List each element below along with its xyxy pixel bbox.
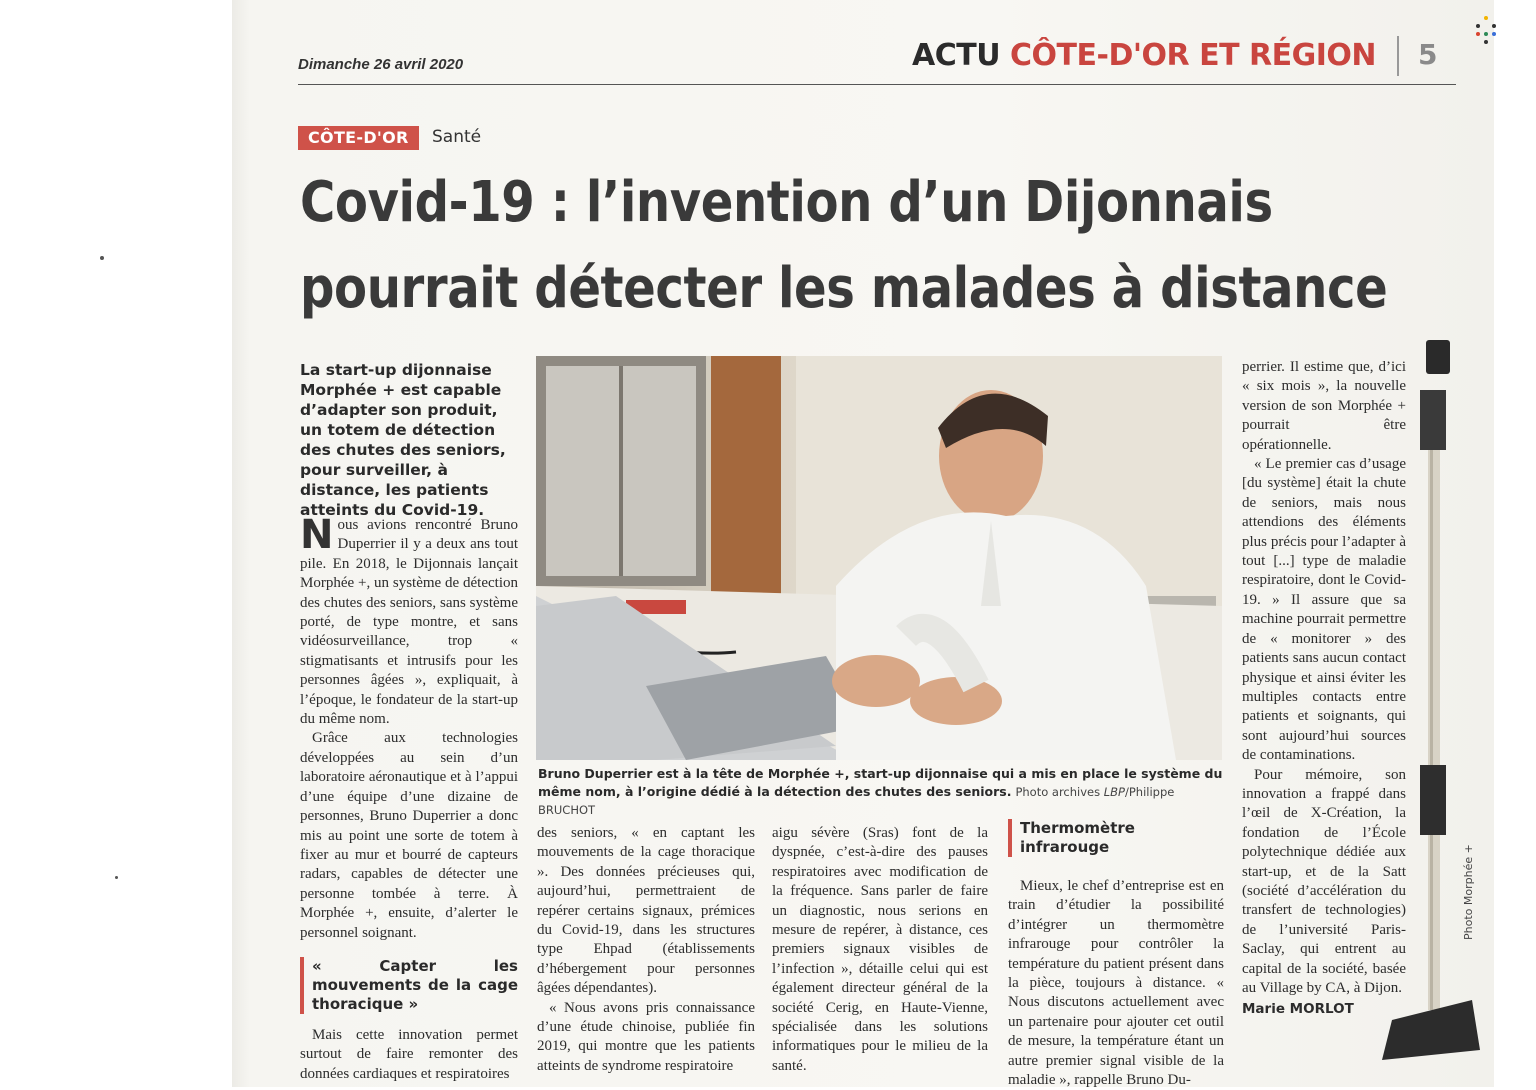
headline-line-1: Covid-19 : l’invention d’un Dijonnais: [300, 170, 1273, 235]
headline-line-2: pourrait détecter les malades à distance: [300, 256, 1388, 321]
caption-text: Bruno Duperrier est à la tête de Morphée +, start-up dijonnaise qui a mis en place le système du même nom, à l’origine dédié à la détection des chutes des seniors.: [538, 766, 1223, 799]
paragraph: Mieux, le chef d’entreprise est en train d’étudier la possibilité d’intégrer un thermomètre infrarouge pour contrôler la température du patient présent dans la pièce, toujours à distance. « Nous discutons actuellement avec un partenaire pour ajouter cet outil de mesure, la température étant un autre premier signal visible de la maladie », rappelle Bruno Du-: [1008, 878, 1224, 1089]
dropcap: N: [300, 512, 334, 558]
section-prefix: ACTU: [912, 38, 1001, 73]
section-region: CÔTE-D'OR ET RÉGION: [1010, 38, 1376, 73]
subheading: Thermomètre infrarouge: [1008, 819, 1224, 857]
page-number: 5: [1418, 38, 1438, 71]
paragraph: aigu sévère (Sras) font de la dyspnée, c’est-à-dire des pauses respiratoires avec modification de la fréquence. Sans parler de faire un diagnostic, nous serions en mesure de repérer, à distance, ces premiers signaux visibles de l’infection », détaille celui qui est également directeur général de la société Cerig, en Haute-Vienne, spécialisée dans les solutions informatiques pour le milieu de la santé.: [772, 825, 988, 1074]
paragraph: Mais cette innovation permet surtout de faire remonter des données cardiaques et respiratoires: [300, 1026, 518, 1082]
side-photo-credit: Photo Morphée +: [1462, 844, 1475, 940]
photo-credit: Photo archives LBP/Philippe BRUCHOT: [538, 785, 1175, 817]
section-title: [912, 38, 1376, 73]
article-column-1: [300, 512, 518, 1084]
office-photo-illustration: [536, 356, 1222, 760]
issue-date: Dimanche 26 avril 2020: [298, 56, 464, 73]
paragraph: perrier. Il estime que, d’ici « six mois », la nouvelle version de son Morphée + pourrait être opérationnelle.: [1242, 359, 1406, 453]
author-signature: Marie MORLOT: [1242, 1001, 1354, 1018]
paragraph: Pour mémoire, son innovation a frappé dans l’œil de X-Création, la fondation de l’École polytechnique dédiée aux start-up, et de la Satt (société d’accélération du transfert de technologies) de l’université Paris-Saclay, qui entrent au capital de la société, basée au Village by CA, à Dijon.: [1242, 766, 1406, 996]
paragraph: Nous avions rencontré Bruno Duperrier il y a deux ans tout pile. En 2018, le Dijonnais lançait Morphée +, un système de détection des chutes des seniors, sans système porté, de type montre, et sans vidéosurveillance, trop « stigmatisants et intrusifs pour les personnes âgées », expliquait, à l’époque, le fondateur de la start-up du même nom.: [300, 512, 518, 728]
headline: [300, 160, 1388, 332]
app-menu-icon[interactable]: [1476, 16, 1496, 46]
paragraph: « Nous avons pris connaissance d’une étude chinoise, publiée fin 2019, qui montre que les patients atteints de syndrome respiratoire: [537, 999, 755, 1074]
scan-speck: [115, 876, 118, 879]
paragraph: « Le premier cas d’usage [du système] était la chute de seniors, mais nous attendions des éléments plus précis pour l’adapter à tout [...] type de maladie respiratoire, dont le Covid-19. » Il assure que sa machine pourrait permettre de « monitorer » des patients sans aucun contact physique et ainsi éviter les multiples contacts entre patients et soignants, qui sont aujourd’hui sources de contaminations.: [1242, 456, 1406, 764]
subheading: « Capter les mouvements de la cage thoracique »: [300, 957, 518, 1014]
device-photo: [1362, 330, 1482, 1070]
totem-device-illustration: [1362, 330, 1482, 1070]
article-column-2: [537, 824, 755, 1076]
article-column-4: [1008, 805, 1224, 1090]
article-column-3: [772, 824, 988, 1076]
header-rule: [298, 84, 1456, 85]
kicker-topic: Santé: [432, 127, 482, 147]
paragraph: Grâce aux technologies développées au sein d’un laboratoire aéronautique et à l’appui d’une équipe d’une dizaine de personnes, Bruno Duperrier a donc mis au point une sorte de totem à fixer au mur et bourré de capteurs radars, capables de détecter une personne tombée à terre. À Morphée +, ensuite, d’alerter le personnel soignant.: [300, 730, 518, 941]
scan-speck: [100, 256, 104, 260]
header-divider: [1397, 36, 1399, 76]
scan-margin: [0, 0, 232, 1087]
paragraph: des seniors, « en captant les mouvements de la cage thoracique ». Des données précieuses qui, aujourd’hui, permettraient de repérer certains signaux, prémices du Covid-19, dans les structures type Ehpad (établissements d’hébergement pour personnes âgées dépendantes).: [537, 825, 755, 997]
kicker-tag: CÔTE-D'OR: [298, 126, 419, 150]
lede: La start-up dijonnaise Morphée + est capable d’adapter son produit, un totem de détection des chutes des seniors, pour surveiller, à distance, les patients atteints du Covid-19.: [300, 361, 506, 519]
article-photo: [536, 356, 1222, 760]
